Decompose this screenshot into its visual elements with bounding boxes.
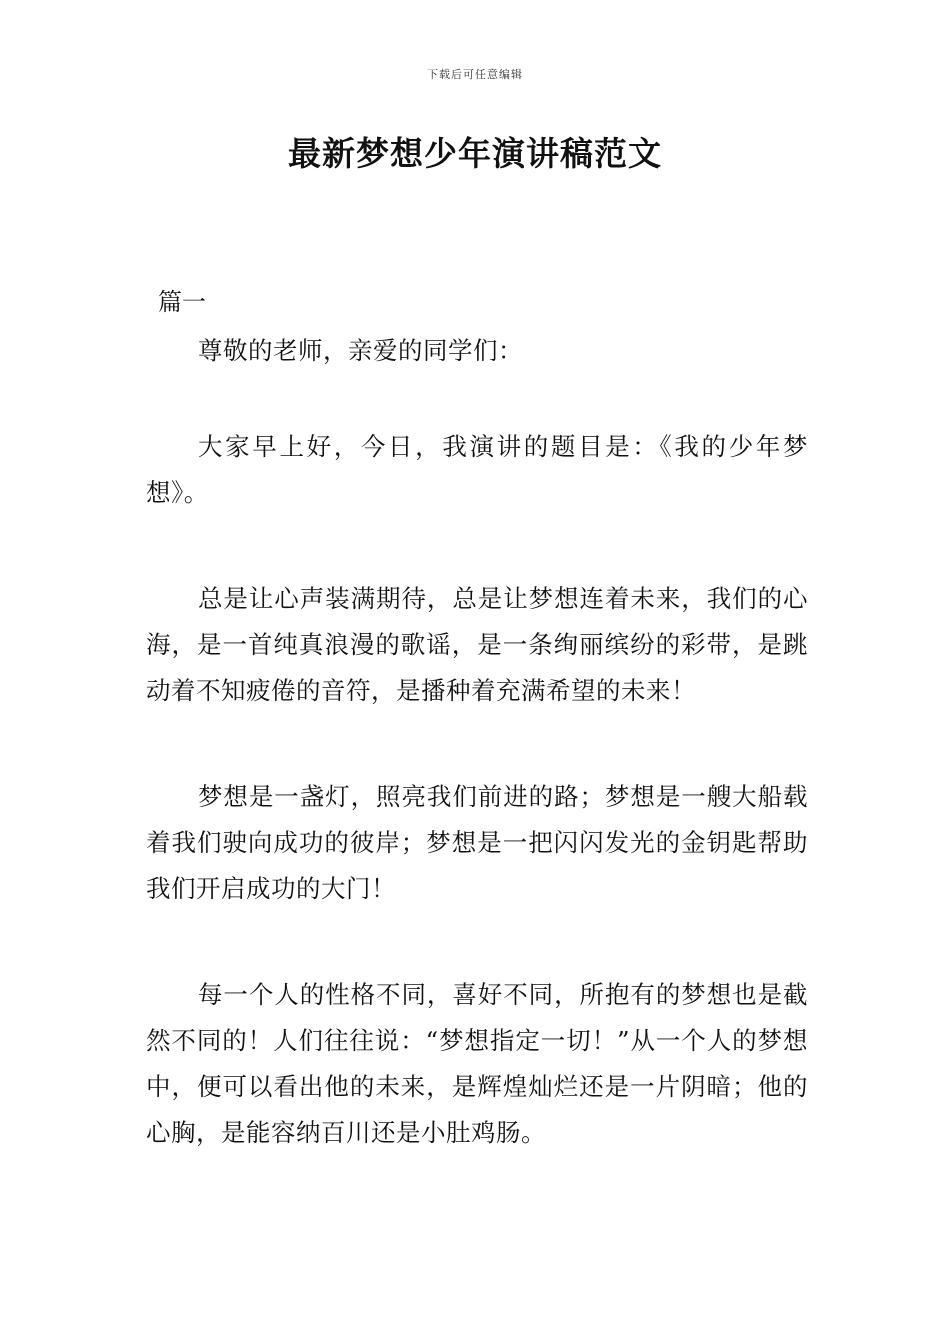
paragraph-intro: 大家早上好，今日，我演讲的题目是：《我的少年梦想》。 bbox=[146, 432, 808, 507]
section-label: 篇一 bbox=[158, 288, 206, 316]
paragraph-body-1: 总是让心声装满期待，总是让梦想连着未来，我们的心海，是一首纯真浪漫的歌谣，是一条绚丽缤纷的彩带，是跳动着不知疲倦的音符，是播种着充满希望的未来！ bbox=[146, 584, 808, 705]
paragraph-greeting: 尊敬的老师，亲爱的同学们： bbox=[198, 336, 523, 365]
paragraph-body-2: 梦想是一盏灯，照亮我们前进的路；梦想是一艘大船载着我们驶向成功的彼岸；梦想是一把闪闪发光的金钥匙帮助我们开启成功的大门！ bbox=[146, 782, 808, 903]
paragraph-body-3: 每一个人的性格不同，喜好不同，所抱有的梦想也是截然不同的！人们往往说：“梦想指定一切！”从一个人的梦想中，便可以看出他的未来，是辉煌灿烂还是一片阴暗；他的心胸，是能容纳百川还是小肚鸡肠。 bbox=[146, 980, 808, 1147]
document-title: 最新梦想少年演讲稿范文 bbox=[288, 134, 662, 173]
download-note: 下载后可任意编辑 bbox=[427, 68, 523, 81]
